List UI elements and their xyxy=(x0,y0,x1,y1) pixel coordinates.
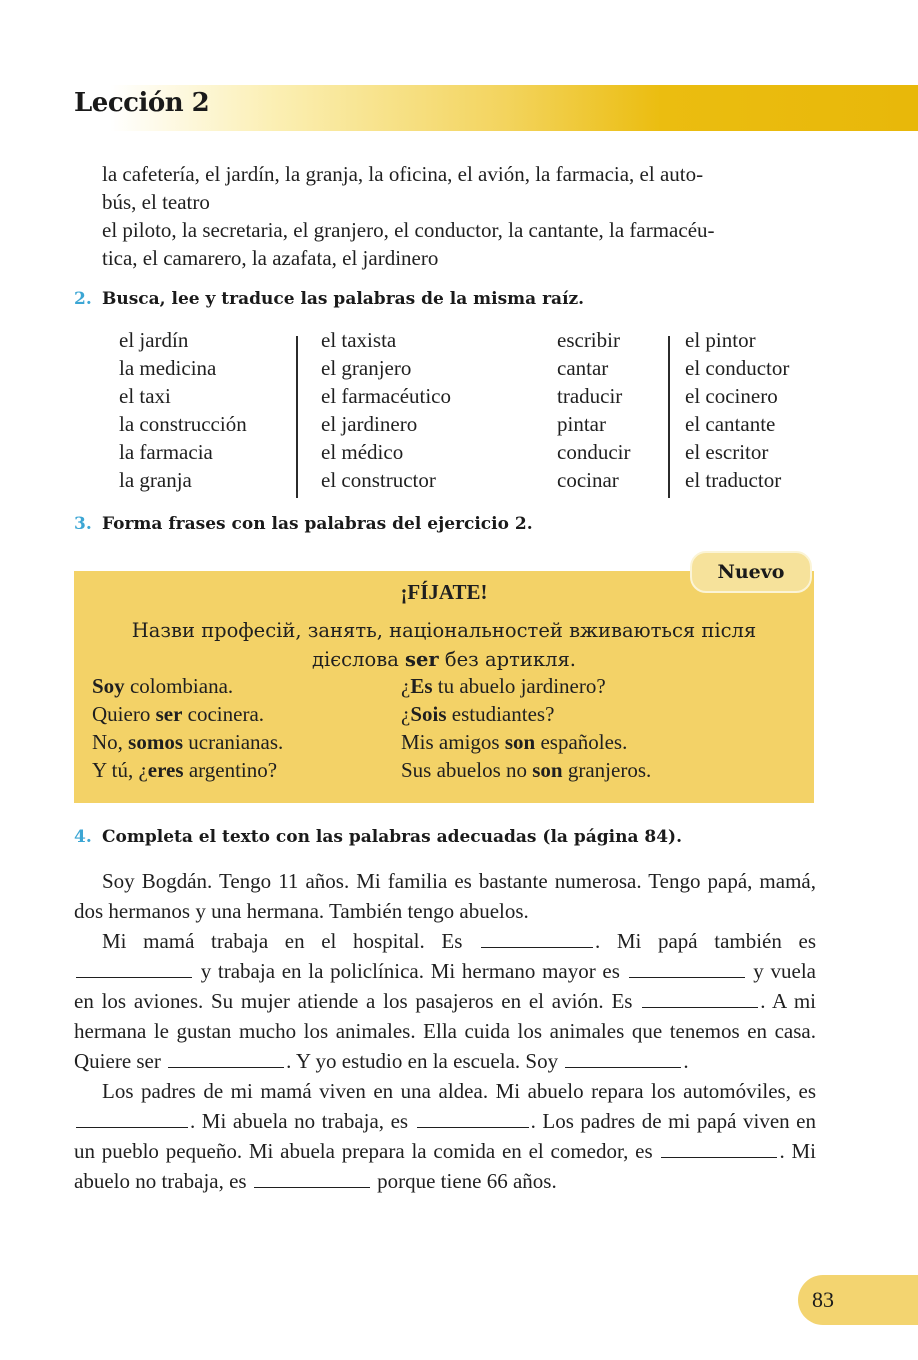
word-column-verbs xyxy=(557,326,630,494)
intro-line: el piloto, la secretaria, el granjero, el conductor, la cantante, la farmacéu- xyxy=(102,218,715,242)
list-item: el cantante xyxy=(685,412,776,436)
story-paragraph: Los padres de mi mamá viven en una aldea. Mi abuelo repara los automóviles, es . Mi abuela no trabaja, es . Los padres de mi papá viven en un pueblo pequeño. Mi abuela prepara la comida en el comedor, es . Mi abuelo no trabaja, es porque tiene 66 años. xyxy=(74,1079,816,1193)
exercise-4-number: 4. xyxy=(74,827,92,847)
list-item: cantar xyxy=(557,356,609,380)
fijate-title: ¡FÍJATE! xyxy=(400,580,488,604)
page-number: 83 xyxy=(812,1287,834,1312)
list-item: el conductor xyxy=(685,356,790,380)
exercise-3-heading: Forma frases con las palabras del ejercicio 2. xyxy=(102,514,533,534)
list-item: el taxista xyxy=(321,328,397,352)
list-item: el granjero xyxy=(321,356,412,380)
story-paragraph: Soy Bogdán. Tengo 11 años. Mi familia es bastante numerosa. Tengo papá, mamá, dos hermanos y una hermana. También tengo abuelos. xyxy=(74,869,816,923)
fijate-note-line: Назви професій, занять, національностей вживаються після xyxy=(131,619,757,642)
answer-blank[interactable] xyxy=(642,989,758,1008)
column-divider xyxy=(668,336,670,498)
exercise-2-number: 2. xyxy=(74,289,92,309)
nuevo-badge: Nuevo xyxy=(690,551,812,593)
intro-line: tica, el camarero, la azafata, el jardinero xyxy=(102,246,439,270)
list-item: la construcción xyxy=(119,412,247,436)
answer-blank[interactable] xyxy=(661,1139,777,1158)
example-sentence: Soy colombiana. xyxy=(92,674,234,698)
fijate-examples-right xyxy=(401,672,651,784)
answer-blank[interactable] xyxy=(254,1169,370,1188)
list-item: cocinar xyxy=(557,468,619,492)
story-paragraph: Mi mamá trabaja en el hospital. Es . Mi papá también es y trabaja en la policlínica. Mi hermano mayor es y vuela en los aviones. Su mujer atiende a los pasajeros en el avión. Es . A mi hermana le gustan mucho los animales. Ella cuida los animales que tenemos en casa. Quiere ser . Y yo estudio en la escuela. Soy . xyxy=(74,929,816,1073)
list-item: escribir xyxy=(557,328,620,352)
example-sentence: Quiero ser cocinera. xyxy=(92,702,265,726)
list-item: el farmacéutico xyxy=(321,384,451,408)
example-sentence: No, somos ucranianas. xyxy=(92,730,284,754)
example-sentence: ¿Sois estudiantes? xyxy=(401,702,555,726)
example-sentence: Mis amigos son españoles. xyxy=(401,730,628,754)
lesson-title: Lección 2 xyxy=(74,88,210,118)
list-item: conducir xyxy=(557,440,631,464)
example-sentence: Y tú, ¿eres argentino? xyxy=(92,758,278,782)
answer-blank[interactable] xyxy=(76,959,192,978)
list-item: la medicina xyxy=(119,356,217,380)
word-column-professions xyxy=(321,326,451,494)
answer-blank[interactable] xyxy=(481,929,593,948)
answer-blank[interactable] xyxy=(417,1109,529,1128)
list-item: el jardín xyxy=(119,328,189,352)
column-divider xyxy=(296,336,298,498)
exercise-4-heading: Completa el texto con las palabras adecuadas (la página 84). xyxy=(102,827,682,847)
answer-blank[interactable] xyxy=(76,1109,188,1128)
list-item: traducir xyxy=(557,384,623,408)
intro-line: bús, el teatro xyxy=(102,190,210,214)
list-item: el médico xyxy=(321,440,404,464)
list-item: el pintor xyxy=(685,328,756,352)
fijate-note-line xyxy=(74,645,814,674)
word-column-nouns xyxy=(119,326,247,494)
list-item: el jardinero xyxy=(321,412,418,436)
list-item: la farmacia xyxy=(119,440,213,464)
fijate-note xyxy=(74,616,814,674)
answer-blank[interactable] xyxy=(629,959,745,978)
note-text: дієслова xyxy=(312,648,406,671)
exercise-2-heading: Busca, lee y traduce las palabras de la misma raíz. xyxy=(102,289,585,309)
intro-line: la cafetería, el jardín, la granja, la oficina, el avión, la farmacia, el auto- xyxy=(102,162,704,186)
list-item: el constructor xyxy=(321,468,436,492)
story-text xyxy=(74,866,816,1196)
list-item: pintar xyxy=(557,412,606,436)
list-item: la granja xyxy=(119,468,192,492)
answer-blank[interactable] xyxy=(565,1049,681,1068)
example-sentence: Sus abuelos no son granjeros. xyxy=(401,758,652,782)
list-item: el taxi xyxy=(119,384,171,408)
word-column-agents xyxy=(685,326,789,494)
note-bold-verb: ser xyxy=(405,648,439,671)
list-item: el escritor xyxy=(685,440,769,464)
list-item: el cocinero xyxy=(685,384,778,408)
list-item: el traductor xyxy=(685,468,782,492)
intro-word-list xyxy=(102,160,818,272)
fijate-examples-left xyxy=(92,672,283,784)
exercise-3-number: 3. xyxy=(74,514,92,534)
answer-blank[interactable] xyxy=(168,1049,284,1068)
note-text: без артикля. xyxy=(438,648,576,671)
example-sentence: ¿Es tu abuelo jardinero? xyxy=(401,674,606,698)
